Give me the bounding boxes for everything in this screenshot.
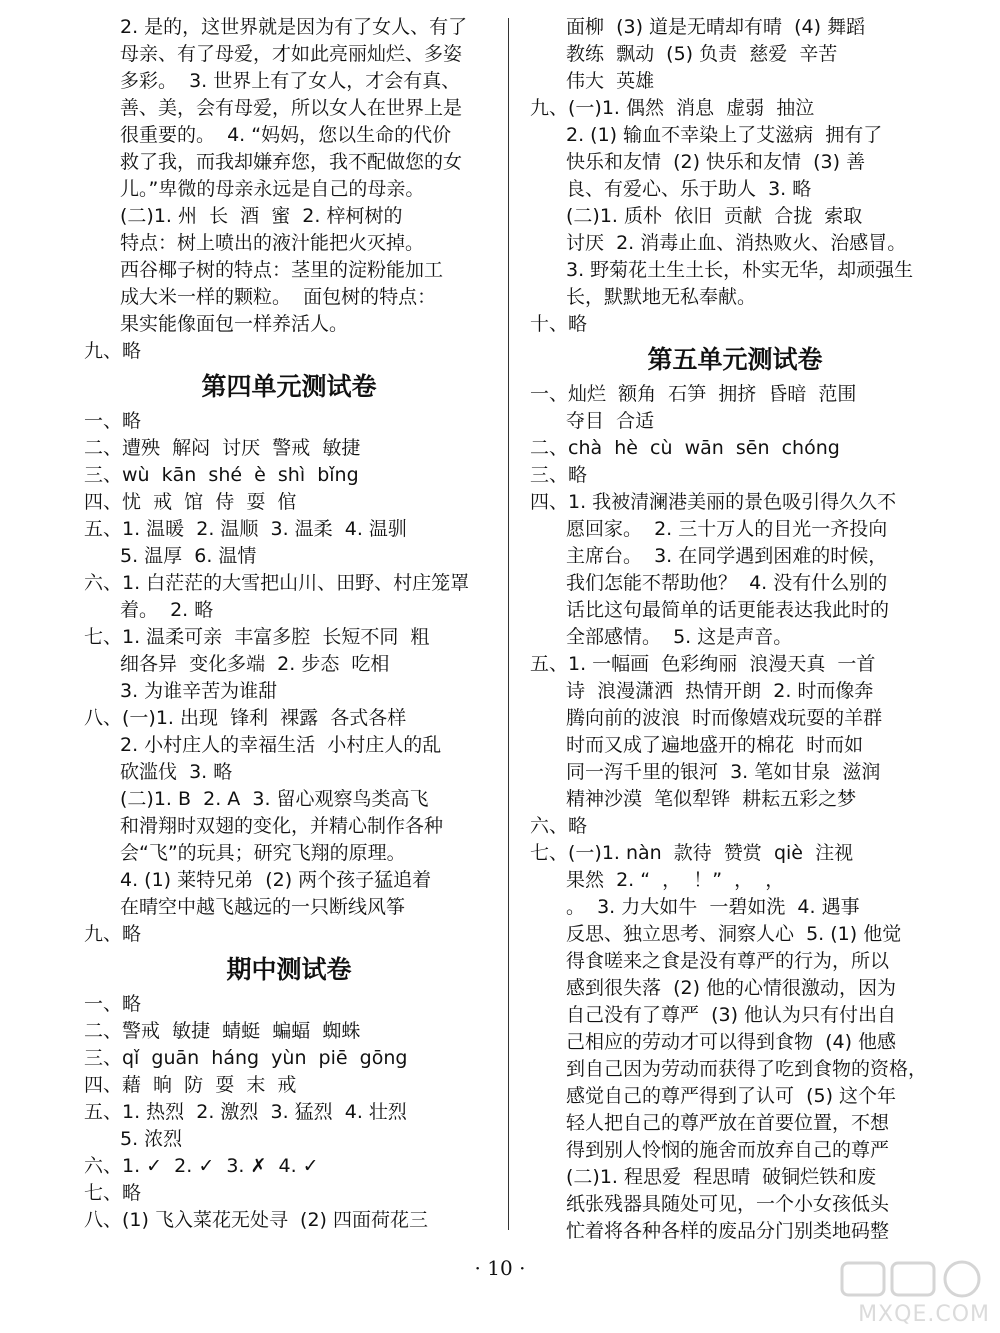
answer-line: 二、chà hè cù wān sēn chóng xyxy=(530,437,840,459)
answer-line: 2. 小村庄人的幸福生活 小村庄人的乱 xyxy=(120,734,442,756)
answer-line: 得食嗟来之食是没有尊严的行为，所以 xyxy=(566,950,890,972)
answer-line: 十、略 xyxy=(530,313,588,335)
answer-line: 良、有爱心、乐于助人 3. 略 xyxy=(566,178,812,200)
answer-line: 四、1. 我被清澜港美丽的景色吸引得久久不 xyxy=(530,491,897,513)
answer-line: 和滑翔时双翅的变化，并精心制作各种 xyxy=(120,815,444,837)
answer-line: 轻人把自己的尊严放在首要位置，不想 xyxy=(566,1112,890,1134)
answer-line: 纸张残器具随处可见，一个小女孩低头 xyxy=(566,1193,890,1215)
answer-line: 主席台。 3. 在同学遇到困难的时候， xyxy=(566,545,888,567)
answer-line: 母亲、有了母爱，才如此亮丽灿烂、多姿 xyxy=(120,43,463,65)
answer-line: 四、藉 晌 防 耍 末 戒 xyxy=(84,1074,297,1096)
answer-line: 腾向前的波浪 时而像嬉戏玩耍的羊群 xyxy=(566,707,883,729)
answer-line: 一、略 xyxy=(84,410,142,432)
watermark-icon xyxy=(840,1257,990,1301)
answer-line: 诗 浪漫潇洒 热情开朗 2. 时而像奔 xyxy=(566,680,874,702)
answer-line: 愿回家。 2. 三十万人的目光一齐投向 xyxy=(566,518,888,540)
answer-line: 忙着将各种各样的废品分门别类地码整 xyxy=(566,1220,890,1242)
answer-line: 2. (1) 输血不幸染上了艾滋病 拥有了 xyxy=(566,124,883,146)
answer-line: 在晴空中越飞越远的一只断线风筝 xyxy=(120,896,406,918)
answer-line: 六、1. ✓ 2. ✓ 3. ✗ 4. ✓ xyxy=(84,1155,319,1177)
answer-line: 2. 是的，这世界就是因为有了女人、有了 xyxy=(120,16,468,38)
answer-line: 得到别人怜悯的施舍而放弃自己的尊严 xyxy=(566,1139,890,1161)
answer-line: 五、1. 一幅画 色彩绚丽 浪漫天真 一首 xyxy=(530,653,876,675)
answer-line: 着。 2. 略 xyxy=(120,599,214,621)
answer-line: 八、(一)1. 出现 锋利 裸露 各式各样 xyxy=(84,707,407,729)
answer-line: 三、wù kān shé è shì bǐng xyxy=(84,464,359,486)
watermark-domain: MXQE.COM xyxy=(858,1302,990,1327)
answer-line: 己相应的劳动才可以得到食物 (4) 他感 xyxy=(566,1031,897,1053)
answer-line: 5. 浓烈 xyxy=(120,1128,183,1150)
answer-line: 时而又成了遍地盛开的棉花 时而如 xyxy=(566,734,864,756)
answer-line: 三、qǐ guān háng yùn piē gōng xyxy=(84,1047,408,1069)
section-heading-unit5: 第五单元测试卷 xyxy=(647,345,823,374)
answer-line: 反思、独立思考、洞察人心 5. (1) 他觉 xyxy=(566,923,902,945)
section-heading-midterm: 期中测试卷 xyxy=(226,955,352,984)
answer-line: 多彩。 3. 世界上有了女人，才会有真、 xyxy=(120,70,461,92)
answer-line: 西谷椰子树的特点：茎里的淀粉能加工 xyxy=(120,259,444,281)
answer-line: 六、略 xyxy=(530,815,588,837)
answer-line: 3. 为谁辛苦为谁甜 xyxy=(120,680,278,702)
answer-line: 很重要的。 4. “妈妈，您以生命的代价 xyxy=(120,124,452,146)
answer-line: 讨厌 2. 消毒止血、消热败火、治感冒。 xyxy=(566,232,907,254)
answer-line: 快乐和友情 (2) 快乐和友情 (3) 善 xyxy=(566,151,866,173)
answer-line: 八、(1) 飞入菜花无处寻 (2) 四面荷花三 xyxy=(84,1209,428,1231)
answer-line: 果然 2. “ ， ！” ， ， xyxy=(566,869,785,891)
answer-line: 七、1. 温柔可亲 丰富多腔 长短不同 粗 xyxy=(84,626,430,648)
answer-line: 九、略 xyxy=(84,340,142,362)
answer-line: (二)1. B 2. A 3. 留心观察鸟类高飞 xyxy=(120,788,429,810)
answer-line: 救了我，而我却嫌弃您，我不配做您的女 xyxy=(120,151,463,173)
answer-line: 七、(一)1. nàn 款待 赞赏 qiè 注视 xyxy=(530,842,854,864)
answer-line: 自己没有了尊严 (3) 他认为只有付出自 xyxy=(566,1004,897,1026)
answer-line: 九、(一)1. 偶然 消息 虚弱 抽泣 xyxy=(530,97,815,119)
answer-line: 砍滥伐 3. 略 xyxy=(120,761,233,783)
answer-line: 五、1. 温暖 2. 温顺 3. 温柔 4. 温驯 xyxy=(84,518,407,540)
answer-line: 感到很失落 (2) 他的心情很激动，因为 xyxy=(566,977,897,999)
answer-line: (二)1. 州 长 酒 蜜 2. 梓柯树的 xyxy=(120,205,403,227)
answer-line: 我们怎能不帮助他？ 4. 没有什么别的 xyxy=(566,572,888,594)
answer-line: 面柳 (3) 道是无晴却有晴 (4) 舞蹈 xyxy=(566,16,866,38)
answer-line: 三、略 xyxy=(530,464,588,486)
answer-line: 长，默默地无私奉献。 xyxy=(566,286,757,308)
answer-line: 四、忧 戒 馆 侍 耍 倌 xyxy=(84,491,297,513)
answer-line: 九、略 xyxy=(84,923,142,945)
right-column xyxy=(530,14,940,1245)
answer-line: 感觉自己的尊严得到了认可 (5) 这个年 xyxy=(566,1085,897,1107)
answer-line: 夺目 合适 xyxy=(566,410,655,432)
answer-line: 话比这句最简单的话更能表达我此时的 xyxy=(566,599,890,621)
answer-line: 二、警戒 敏捷 蜻蜓 蝙蝠 蜘蛛 xyxy=(84,1020,361,1042)
answer-line: 二、遭殃 解闷 讨厌 警戒 敏捷 xyxy=(84,437,361,459)
answer-line: 5. 温厚 6. 温情 xyxy=(120,545,257,567)
page-number: · 10 · xyxy=(474,1256,526,1280)
watermark-logo xyxy=(840,1257,990,1327)
left-column xyxy=(84,14,494,1234)
answer-line: 五、1. 热烈 2. 激烈 3. 猛烈 4. 壮烈 xyxy=(84,1101,407,1123)
answer-line: 儿。”卑微的母亲永远是自己的母亲。 xyxy=(120,178,425,200)
answer-line: 伟大 英雄 xyxy=(566,70,655,92)
column-divider xyxy=(508,18,509,1230)
answer-line: (二)1. 质朴 依旧 贡献 合拢 索取 xyxy=(566,205,863,227)
answer-line: 3. 野菊花土生土长，朴实无华，却顽强生 xyxy=(566,259,914,281)
answer-line: 六、1. 白茫茫的大雪把山川、田野、村庄笼罩 xyxy=(84,572,470,594)
answer-line: 一、灿烂 额角 石笋 拥挤 昏暗 范围 xyxy=(530,383,857,405)
answer-line: 善、美，会有母爱，所以女人在世界上是 xyxy=(120,97,463,119)
answer-line: 精神沙漠 笔似犁铧 耕耘五彩之梦 xyxy=(566,788,857,810)
answer-line: 4. (1) 莱特兄弟 (2) 两个孩子猛追着 xyxy=(120,869,432,891)
answer-line: 成大米一样的颗粒。 面包树的特点： xyxy=(120,286,437,308)
answer-line: 教练 飘动 (5) 负责 慈爱 辛苦 xyxy=(566,43,838,65)
answer-line: 七、略 xyxy=(84,1182,142,1204)
answer-line: 细各异 变化多端 2. 步态 吃相 xyxy=(120,653,390,675)
answer-line: 果实能像面包一样养活人。 xyxy=(120,313,349,335)
answer-line: 特点：树上喷出的液汁能把火灭掉。 xyxy=(120,232,425,254)
answer-line: (二)1. 程思爱 程思晴 破铜烂铁和废 xyxy=(566,1166,877,1188)
answer-line: 。 3. 力大如牛 一碧如洗 4. 遇事 xyxy=(566,896,860,918)
answer-line: 全部感情。 5. 这是声音。 xyxy=(566,626,793,648)
answer-line: 同一泻千里的银河 3. 笔如甘泉 滋润 xyxy=(566,761,881,783)
section-heading-unit4: 第四单元测试卷 xyxy=(201,372,377,401)
answer-line: 会“飞”的玩具；研究飞翔的原理。 xyxy=(120,842,406,864)
answer-line: 到自己因为劳动而获得了吃到食物的资格， xyxy=(566,1058,928,1080)
answer-line: 一、略 xyxy=(84,993,142,1015)
